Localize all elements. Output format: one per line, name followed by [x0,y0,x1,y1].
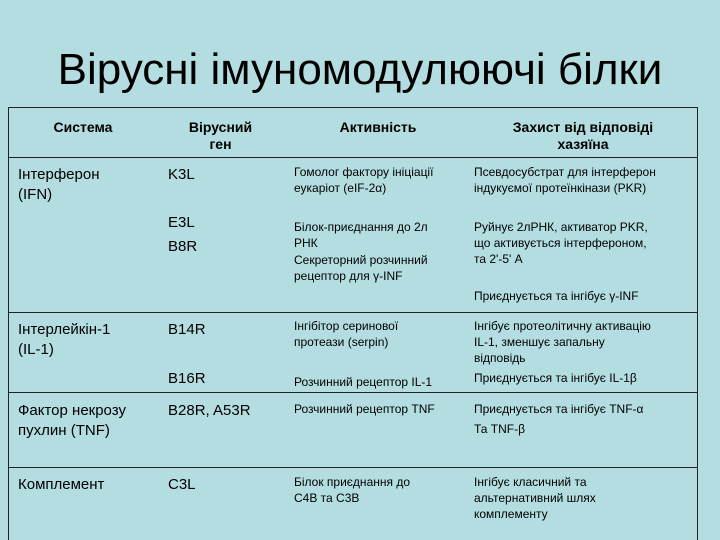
row3-system-line1: Фактор некрозу [18,402,126,419]
row1-activity-a2: еукаріот (eIF-2α) [294,181,387,195]
row3-activity-a1: Розчинний рецептор TNF [294,402,435,416]
viral-proteins-table [8,107,698,540]
row-divider-3 [8,467,698,468]
row2-defense-a1: Інгібує протеолітичну активацію [474,319,651,333]
row-divider-2 [8,392,698,393]
row3-defense-a2: Та TNF-β [474,422,526,436]
row1-gene-k3l: K3L [168,166,195,183]
header-system: Система [53,119,113,135]
row3-defense-a1: Приєднується та інгібує TNF-α [474,402,644,416]
header-gene-line1: Вірусний [188,119,253,135]
row1-activity-a1: Гомолог фактору ініціації [294,165,434,179]
row2-system-line1: Інтерлейкін-1 [18,321,111,338]
header-activity: Активність [339,119,417,135]
row3-gene: B28R, A53R [168,402,251,419]
row1-defense-b3: та 2'-5' А [474,252,523,266]
row4-defense-a3: комплементу [474,507,548,521]
row2-activity-b1: Розчинний рецептор IL-1 [294,375,433,389]
row1-defense-b2: що активується інтерфероном, [474,236,647,250]
row1-gene-e3l: E3L [168,214,195,231]
row-divider-1 [8,312,698,313]
row2-defense-a2: IL-1, зменшує запальну [474,335,605,349]
header-defense-line1: Захист від відповіді [512,119,654,135]
row4-defense-a2: альтернативний шлях [474,491,596,505]
slide-title: Вірусні імуномодулюючі білки [57,45,663,94]
header-divider [8,157,698,158]
row1-system-line2: (IFN) [18,186,53,203]
row2-activity-a1: Інгібітор серинової [294,319,399,333]
header-gene-line2: ген [209,136,232,152]
row1-gene-b8r: B8R [168,238,198,255]
table-right-border [697,107,698,540]
row1-activity-c1: Секреторний розчинний [294,253,428,267]
row1-system-line1: Інтерферон [18,166,100,183]
row1-activity-c2: рецептор для γ-INF [294,269,403,283]
row2-gene-b14r: B14R [168,321,206,338]
row4-defense-a1: Інгібує класичний та [474,475,587,489]
row1-defense-b1: Руйнує 2лРНК, активатор PKR, [474,220,648,234]
row2-gene-b16r: B16R [168,370,206,387]
row2-defense-a3: відповідь [474,351,526,365]
row2-activity-a2: протеази (serpin) [294,335,389,349]
table-top-border [8,107,698,108]
header-defense-line2: хазяїна [557,136,609,152]
row1-activity-b2: РНК [294,236,318,250]
row1-defense-a2: індукуємої протеїнкінази (PKR) [474,181,647,195]
row2-defense-b1: Приєднується та інгібує IL-1β [474,371,637,385]
row3-system-line2: пухлин (TNF) [18,422,110,439]
row1-defense-c1: Приєднується та інгібує γ-INF [474,289,639,303]
row2-system-line2: (IL-1) [18,341,54,358]
row4-activity-a2: C4B та C3B [294,491,360,505]
row1-defense-a1: Псевдосубстрат для інтерферон [474,165,656,179]
row4-activity-a1: Білок приєднання до [294,475,410,489]
table-left-border [8,107,9,540]
row1-activity-b1: Білок-приєднання до 2л [294,220,428,234]
row4-gene: C3L [168,476,196,493]
row4-system-line1: Комплемент [18,476,105,493]
